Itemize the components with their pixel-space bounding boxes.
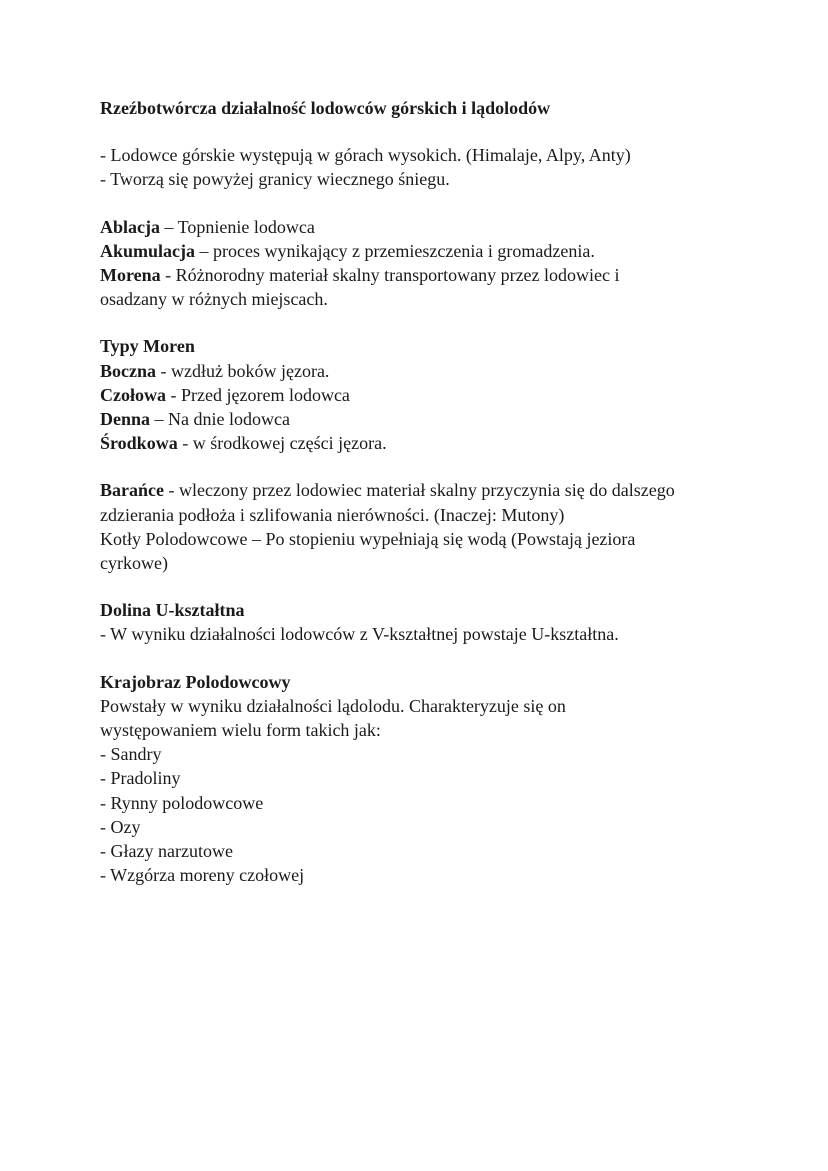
moraine-type-item bbox=[100, 407, 780, 431]
baran-section bbox=[100, 478, 780, 575]
landscape-section bbox=[100, 670, 780, 888]
moraine-text: - wzdłuż boków jęzora. bbox=[156, 360, 330, 381]
landscape-item: - Sandry bbox=[100, 744, 162, 765]
moraine-term: Czołowa bbox=[100, 384, 166, 405]
definitions-section bbox=[100, 215, 780, 312]
moraine-text: – Na dnie lodowca bbox=[150, 409, 290, 430]
landscape-item: - Wzgórza moreny czołowej bbox=[100, 865, 305, 886]
baran-text: - wleczony przez lodowiec materiał skalny przyczynia się do dalszego zdzierania podłoża i szlifowania nierówności. (Inaczej: Mutony) bbox=[100, 480, 675, 525]
definition-text: - Różnorodny materiał skalny transportowany przez lodowiec i osadzany w różnych miejscach. bbox=[100, 265, 620, 310]
landscape-text: Powstały w wyniku działalności lądolodu. Charakteryzuje się on występowaniem wielu form takich jak: bbox=[100, 695, 566, 741]
moraine-text: - w środkowej części jęzora. bbox=[177, 433, 387, 454]
moraine-term: Boczna bbox=[100, 360, 156, 381]
definition-term: Morena bbox=[100, 265, 161, 286]
landscape-item: - Rynny polodowcowe bbox=[100, 792, 264, 813]
valley-heading: Dolina U-kształtna bbox=[100, 600, 245, 621]
intro-section bbox=[100, 143, 780, 191]
moraine-types-section bbox=[100, 334, 780, 455]
landscape-item: - Ozy bbox=[100, 816, 141, 837]
definition-ablacja bbox=[100, 215, 780, 239]
kotly-paragraph: Kotły Polodowcowe – Po stopieniu wypełniają się wodą (Powstają jeziora cyrkowe) bbox=[100, 528, 636, 574]
valley-section bbox=[100, 598, 780, 646]
intro-line: - Tworzą się powyżej granicy wiecznego śniegu. bbox=[100, 169, 450, 190]
definition-term: Akumulacja bbox=[100, 240, 196, 261]
moraine-term: Denna bbox=[100, 409, 151, 430]
baran-paragraph bbox=[100, 478, 740, 526]
document-title: Rzeźbotwórcza działalność lodowców górskich i lądolodów bbox=[100, 98, 551, 118]
moraine-text: - Przed jęzorem lodowca bbox=[166, 384, 350, 405]
intro-line: - Lodowce górskie występują w górach wysokich. (Himalaje, Alpy, Anty) bbox=[100, 145, 631, 166]
definition-term: Ablacja bbox=[100, 216, 160, 237]
landscape-item: - Głazy narzutowe bbox=[100, 841, 233, 862]
definition-akumulacja bbox=[100, 239, 780, 263]
landscape-heading: Krajobraz Polodowcowy bbox=[100, 671, 291, 692]
landscape-item: - Pradoliny bbox=[100, 768, 181, 789]
moraine-type-item bbox=[100, 383, 780, 407]
definition-text: – Topnienie lodowca bbox=[160, 216, 315, 237]
moraine-type-item bbox=[100, 431, 780, 455]
baran-term: Barańce bbox=[100, 480, 164, 501]
valley-text: - W wyniku działalności lodowców z V-kształtnej powstaje U-kształtna. bbox=[100, 624, 619, 645]
moraine-types-heading: Typy Moren bbox=[100, 336, 195, 357]
moraine-type-item bbox=[100, 359, 780, 383]
moraine-term: Środkowa bbox=[100, 433, 178, 454]
document-page bbox=[100, 96, 780, 910]
definition-text: – proces wynikający z przemieszczenia i gromadzenia. bbox=[195, 240, 595, 261]
definition-morena bbox=[100, 263, 680, 311]
